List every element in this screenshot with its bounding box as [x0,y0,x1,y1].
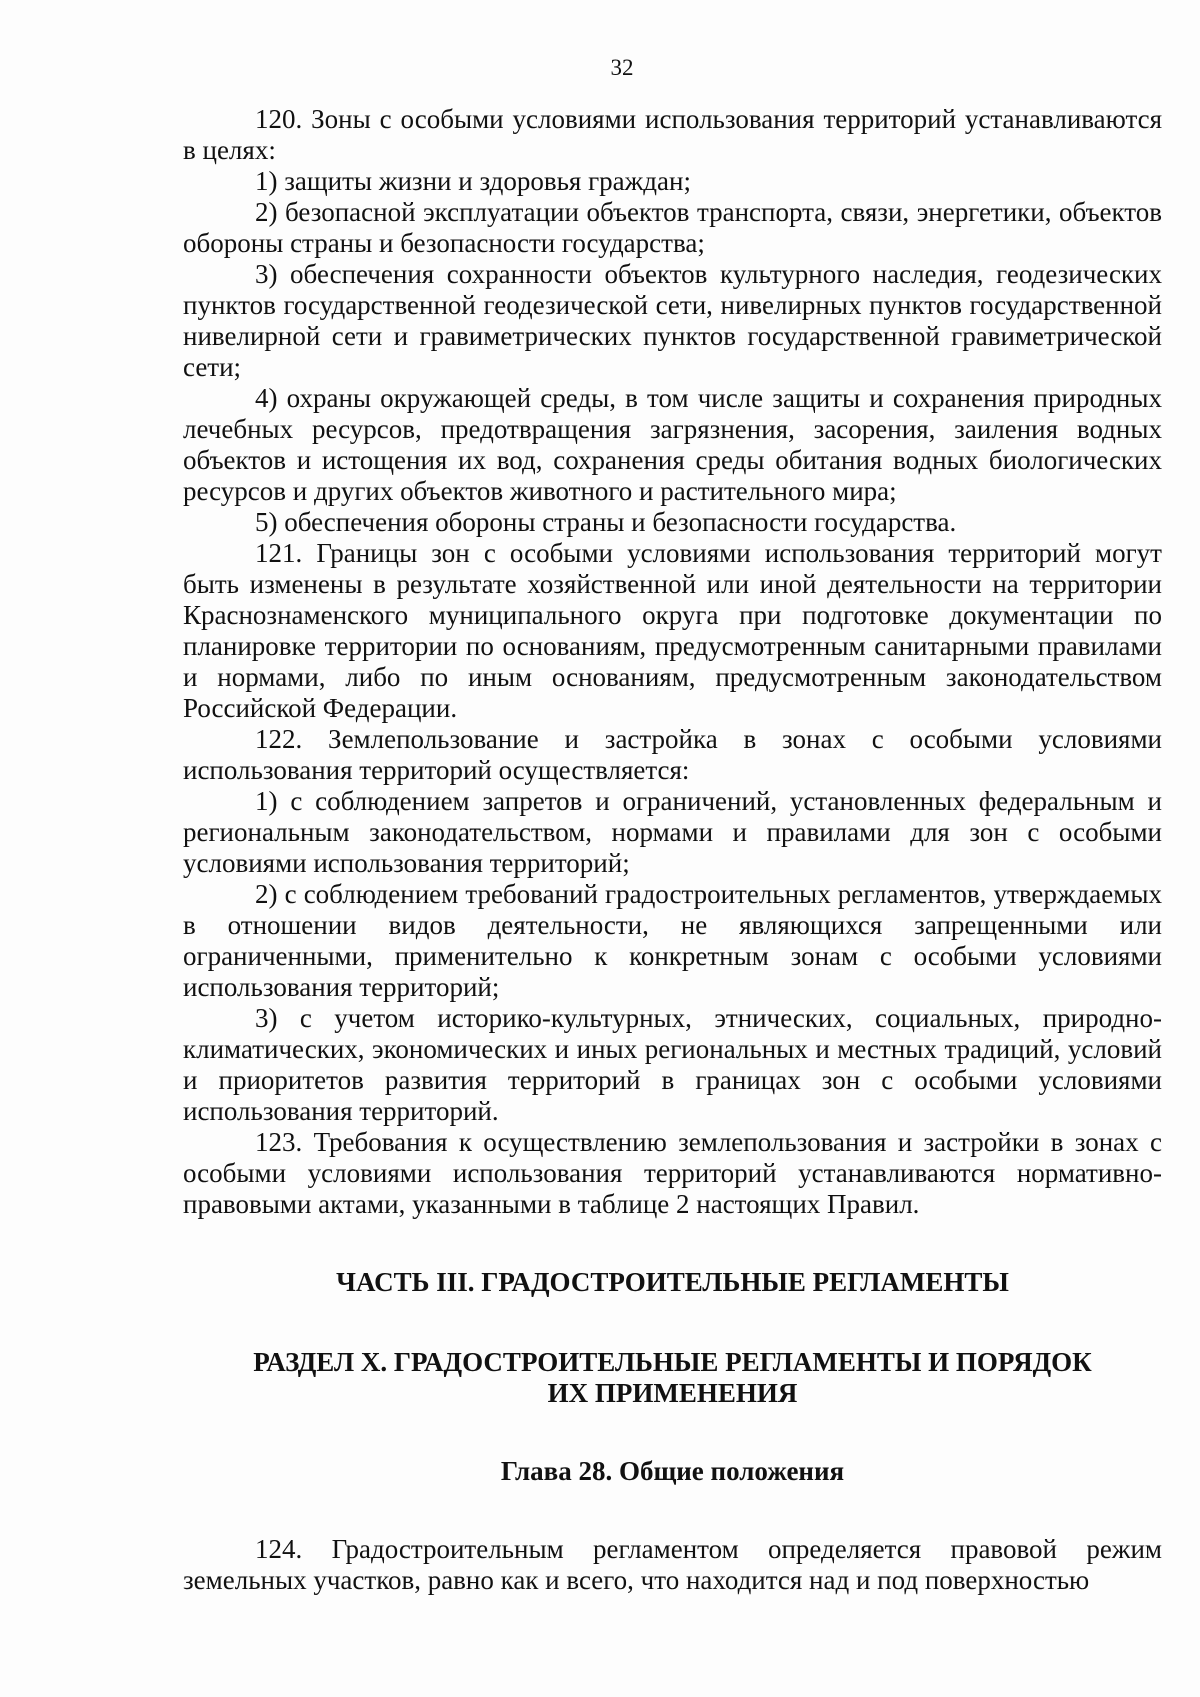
paragraph-122: 122. Землепользование и застройка в зонах с особыми условиями использования территорий осуществляется: [183,724,1162,785]
page-number: 32 [610,55,634,80]
paragraph-123: 123. Требования к осуществлению землепользования и застройки в зонах с особыми условиями использования территорий устанавливаются нормативно-правовыми актами, указанными в таблице 2 настоящих Правил. [183,1127,1162,1219]
paragraph-122-item-1: 1) с соблюдением запретов и ограничений, установленных федеральным и региональным законодательством, нормами и правилами для зон с особыми условиями использования территорий; [183,786,1162,878]
section-heading-line-2: ИХ ПРИМЕНЕНИЯ [547,1378,798,1408]
part-heading: ЧАСТЬ III. ГРАДОСТРОИТЕЛЬНЫЕ РЕГЛАМЕНТЫ [336,1267,1009,1297]
paragraph-120-item-1: 1) защиты жизни и здоровья граждан; [255,166,691,196]
paragraph-124: 124. Градостроительным регламентом определяется правовой режим земельных участков, равно как и всего, что находится над и под поверхностью [183,1534,1162,1595]
section-heading-line-1: РАЗДЕЛ X. ГРАДОСТРОИТЕЛЬНЫЕ РЕГЛАМЕНТЫ И ПОРЯДОК [253,1347,1092,1377]
paragraph-120-item-4: 4) охраны окружающей среды, в том числе защиты и сохранения природных лечебных ресурсов, предотвращения загрязнения, засорения, заиления водных объектов и истощения их вод, сохранения среды обитания водных биологических ресурсов и других объектов животного и растительного мира; [183,383,1162,506]
paragraph-122-item-3: 3) с учетом историко-культурных, этнических, социальных, природно-климатических, экономических и иных региональных и местных традиций, условий и приоритетов развития территорий в границах зон с особыми условиями использования территорий. [183,1003,1162,1126]
chapter-heading: Глава 28. Общие положения [500,1456,845,1486]
paragraph-120-item-3: 3) обеспечения сохранности объектов культурного наследия, геодезических пунктов государственной геодезической сети, нивелирных пунктов государственной нивелирной сети и гравиметрических пунктов государственной гравиметрической сети; [183,259,1162,382]
paragraph-122-item-2: 2) с соблюдением требований градостроительных регламентов, утверждаемых в отношении видов деятельности, не являющихся запрещенными или ограниченными, применительно к конкретным зонам с особыми условиями использования территорий; [183,879,1162,1002]
section-heading [183,1347,1162,1409]
paragraph-120: 120. Зоны с особыми условиями использования территорий устанавливаются в целях: [183,104,1162,165]
paragraph-120-item-2: 2) безопасной эксплуатации объектов транспорта, связи, энергетики, объектов обороны страны и безопасности государства; [183,197,1162,258]
paragraph-121: 121. Границы зон с особыми условиями использования территорий могут быть изменены в результате хозяйственной или иной деятельности на территории Краснознаменского муниципального округа при подготовке документации по планировке территории по основаниям, предусмотренным санитарными правилами и нормами, либо по иным основаниям, предусмотренным законодательством Российской Федерации. [183,538,1162,723]
document-body [183,104,1162,1596]
paragraph-120-item-5: 5) обеспечения обороны страны и безопасности государства. [255,507,957,537]
